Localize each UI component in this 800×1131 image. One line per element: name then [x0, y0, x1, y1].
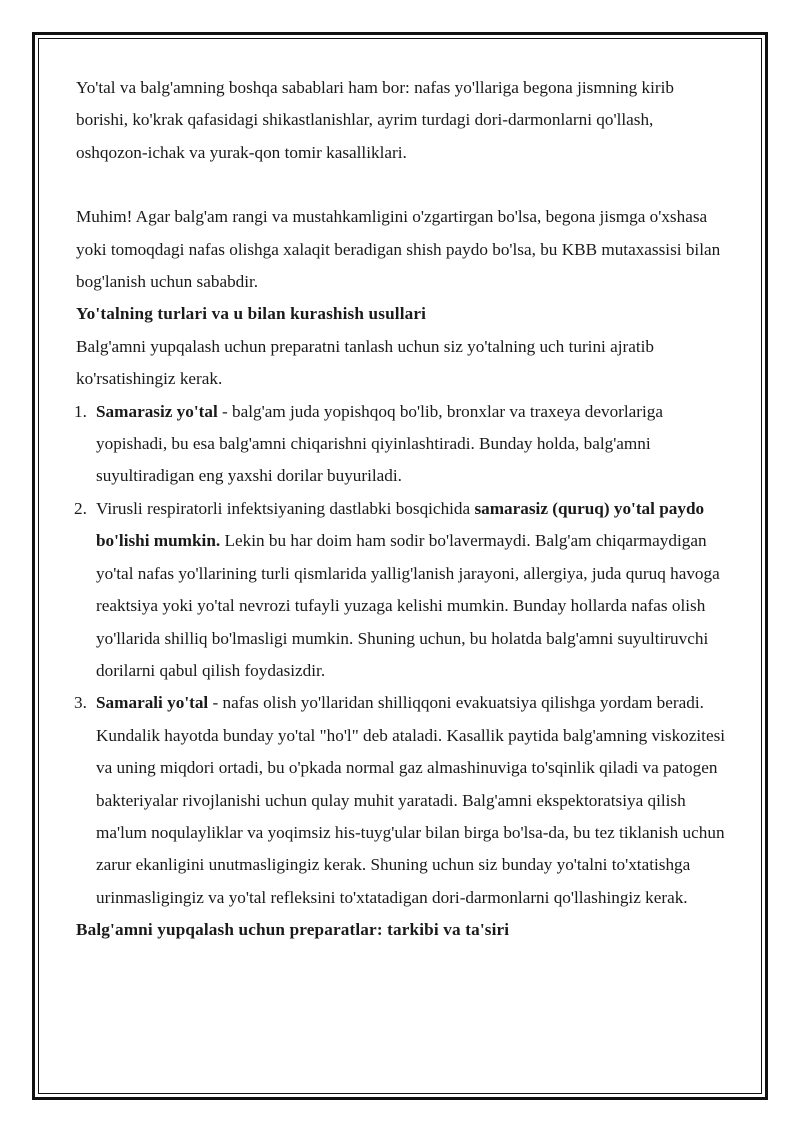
section-heading-cough-types: Yo'talning turlari va u bilan kurashish usullari: [76, 304, 427, 324]
list-item-text-before: Virusli respiratorli infektsiyaning dastlabki bosqichida: [96, 498, 475, 518]
cough-types-list: [76, 396, 726, 915]
paragraph-important-note: Muhim! Agar balg'am rangi va mustahkamligini o'zgartirgan bo'lsa, begona jismga o'xshasa yoki tomoqdagi nafas olishga xalaqit beradigan shish paydo bo'lsa, bu KBB mutaxassisi bilan bog'lanish uchun sababdir.: [76, 207, 721, 292]
list-item-number: 1.: [74, 401, 87, 421]
list-item-text: - balg'am juda yopishqoq bo'lib, bronxlar va traxeya devorlariga yopishadi, bu esa balg'amni chiqarishni qiyinlashtiradi. Bunday holda, balg'amni suyultiradigan eng yaxshi dorilar buyuriladi.: [96, 401, 664, 486]
list-item-bold-lead: Samarasiz yo'tal: [96, 401, 218, 421]
section-heading-preparations: Balg'amni yupqalash uchun preparatlar: tarkibi va ta'siri: [76, 920, 510, 940]
list-item-text: - nafas olish yo'llaridan shilliqqoni evakuatsiya qilishga yordam beradi. Kundalik hayotda bunday yo'tal "ho'l" deb ataladi. Kasallik paytida balg'amning viskozitesi va uning miqdori ortadi, bu o'pkada normal gaz almashinuviga to'sqinlik qiladi va patogen bakteriyalar rivojlanishi uchun qulay muhit yaratadi. Balg'amni ekspektoratsiya qilish ma'lum noqulayliklar va yoqimsiz his-tuyg'ular bilan birga bo'lsa-da, bu tez tiklanish uchun zarur ekanligini unutmasligingiz kerak. Shuning uchun siz bunday yo'talni to'xtatishga urinmasligingiz va yo'tal refleksini to'xtatadigan dori-darmonlarni qo'llashingiz kerak.: [96, 693, 726, 907]
list-item-number: 3.: [74, 693, 87, 713]
document-body: [76, 72, 726, 947]
list-item-number: 2.: [74, 498, 87, 518]
list-item-bold-mid: samarasiz (quruq) yo'tal paydo bo'lishi mumkin.: [96, 498, 705, 551]
list-item-text-after: Lekin bu har doim ham sodir bo'lavermaydi. Balg'am chiqarmaydigan yo'tal nafas yo'llarining turli qismlarida yallig'lanish jarayoni, allergiya, juda quruq havoga reaktsiya yoki yo'tal nevrozi tufayli yuzaga kelishi mumkin. Bunday hollarda nafas olish yo'llarida shilliq bo'lmasligi mumkin. Shuning uchun, bu holatda balg'amni suyultiruvchi dorilarni qabul qilish foydasizdir.: [96, 531, 720, 680]
paragraph-intro-cough-types: Balg'amni yupqalash uchun preparatni tanlash uchun siz yo'talning uch turini ajratib ko'rsatishingiz kerak.: [76, 336, 655, 389]
paragraph-other-causes: Yo'tal va balg'amning boshqa sabablari ham bor: nafas yo'llariga begona jismning kirib borishi, ko'krak qafasidagi shikastlanishlar, ayrim turdagi dori-darmonlarni qo'llash, oshqozon-ichak va yurak-qon tomir kasalliklari.: [76, 78, 675, 162]
list-item: [76, 687, 726, 914]
list-item: [76, 493, 726, 687]
list-item: [76, 396, 726, 493]
list-item-bold-lead: Samarali yo'tal: [96, 693, 209, 713]
